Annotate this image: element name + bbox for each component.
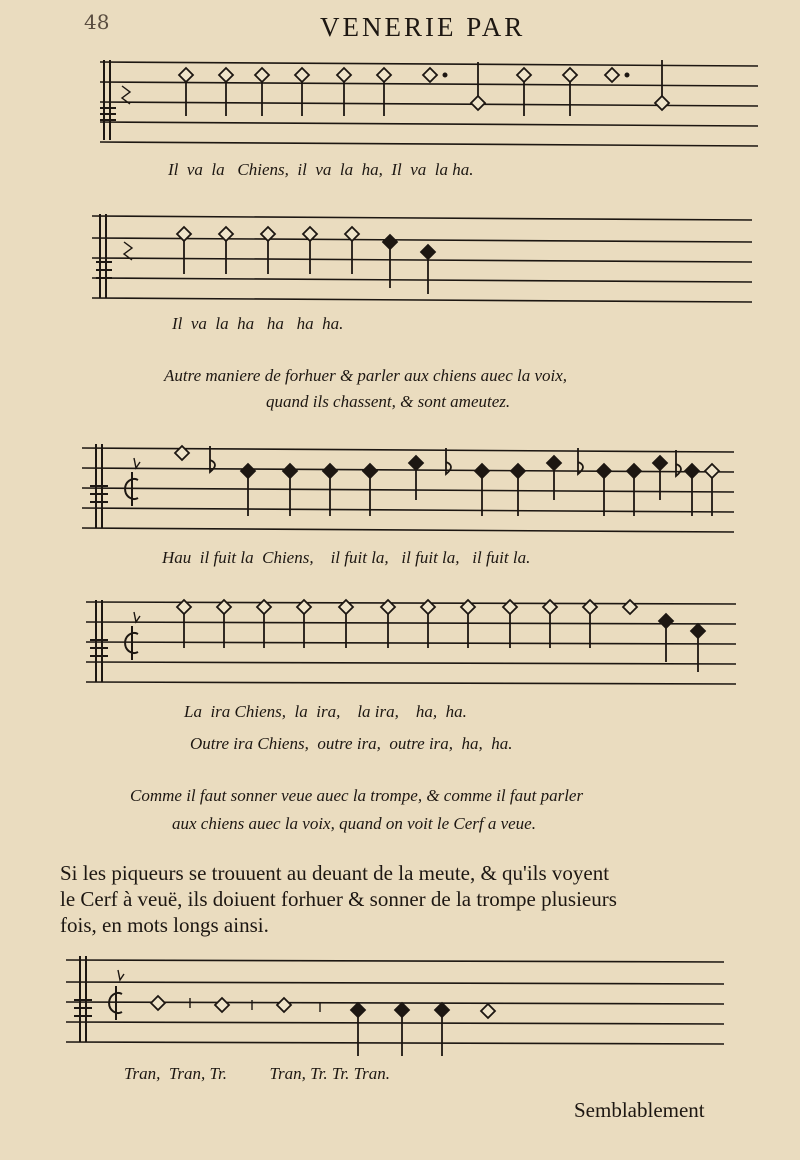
cut-time-icon xyxy=(109,970,124,1020)
note xyxy=(475,464,489,478)
note xyxy=(179,68,193,82)
percussion-clef-icon xyxy=(74,956,92,1042)
note xyxy=(423,68,437,82)
lyrics-staff-5: Tran, Tran, Tr. Tran, Tr. Tr. Tran. xyxy=(124,1064,391,1083)
running-head: VENERIE PAR xyxy=(320,12,526,42)
note xyxy=(215,998,229,1012)
note xyxy=(653,456,667,470)
note xyxy=(705,464,719,478)
staff-3 xyxy=(82,444,734,532)
flat-icon xyxy=(578,448,583,474)
body-line: le Cerf à veuë, ils doiuent forhuer & sonner de la trompe plusieurs xyxy=(60,887,617,911)
note xyxy=(151,996,165,1010)
note xyxy=(543,600,557,614)
note xyxy=(295,68,309,82)
note xyxy=(351,1003,365,1017)
staff-lines xyxy=(92,216,752,302)
note xyxy=(503,600,517,614)
notes xyxy=(151,996,495,1056)
percussion-clef-icon xyxy=(96,214,132,298)
percussion-clef-icon xyxy=(100,60,130,140)
note xyxy=(383,235,397,249)
page-number: 48 xyxy=(84,10,110,34)
body-line: Si les piqueurs se trouuent au deuant de la meute, & qu'ils voyent xyxy=(60,861,610,885)
note xyxy=(421,245,435,259)
lyrics-staff-1: Il va la Chiens, il va la ha, Il va la ha. xyxy=(168,160,474,179)
note xyxy=(685,464,699,478)
percussion-clef-icon xyxy=(90,600,108,682)
catchword: Semblablement xyxy=(574,1098,705,1122)
note xyxy=(255,68,269,82)
lyrics-staff-4-line-1: La ira Chiens, la ira, la ira, ha, ha. xyxy=(184,702,467,721)
section-heading-line: Comme il faut sonner veue auec la trompe, & comme il faut parler xyxy=(130,786,584,805)
lyrics-staff-4-line-2: Outre ira Chiens, outre ira, outre ira, ha, ha. xyxy=(190,734,513,753)
note xyxy=(395,1003,409,1017)
notes xyxy=(179,60,669,116)
note xyxy=(461,600,475,614)
note xyxy=(219,68,233,82)
body-paragraph xyxy=(60,860,760,938)
note xyxy=(421,600,435,614)
lyrics-staff-2: Il va la ha ha ha ha. xyxy=(172,314,344,333)
note xyxy=(597,464,611,478)
section-heading-line: quand ils chassent, & sont ameutez. xyxy=(266,392,511,411)
note xyxy=(655,96,669,110)
note xyxy=(563,68,577,82)
note xyxy=(691,624,705,638)
staff-1 xyxy=(100,60,758,146)
note xyxy=(323,464,337,478)
note xyxy=(623,600,637,614)
note xyxy=(471,96,485,110)
body-line: fois, en mots longs ainsi. xyxy=(60,913,269,937)
note xyxy=(627,464,641,478)
staff-lines xyxy=(82,448,734,532)
note xyxy=(241,464,255,478)
note xyxy=(583,600,597,614)
note xyxy=(409,456,423,470)
note xyxy=(481,1004,495,1018)
note xyxy=(547,456,561,470)
note xyxy=(277,998,291,1012)
lyrics-staff-3: Hau il fuit la Chiens, il fuit la, il fuit la, il fuit la. xyxy=(162,548,531,567)
note xyxy=(659,614,673,628)
note xyxy=(377,68,391,82)
notes xyxy=(177,600,705,672)
note xyxy=(337,68,351,82)
note xyxy=(381,600,395,614)
note xyxy=(517,68,531,82)
note xyxy=(511,464,525,478)
notes xyxy=(175,446,719,516)
percussion-clef-icon xyxy=(90,444,108,528)
note xyxy=(363,464,377,478)
note xyxy=(435,1003,449,1017)
section-heading-line: Autre maniere de forhuer & parler aux chiens auec la voix, xyxy=(164,366,568,385)
staff-2 xyxy=(92,214,752,302)
staff-4 xyxy=(86,600,736,684)
cut-time-icon xyxy=(125,612,140,660)
note xyxy=(283,464,297,478)
cut-time-icon xyxy=(125,458,140,506)
note xyxy=(605,68,619,82)
staff-5 xyxy=(66,956,724,1056)
section-heading-line: aux chiens auec la voix, quand on voit le Cerf a veue. xyxy=(172,814,536,833)
